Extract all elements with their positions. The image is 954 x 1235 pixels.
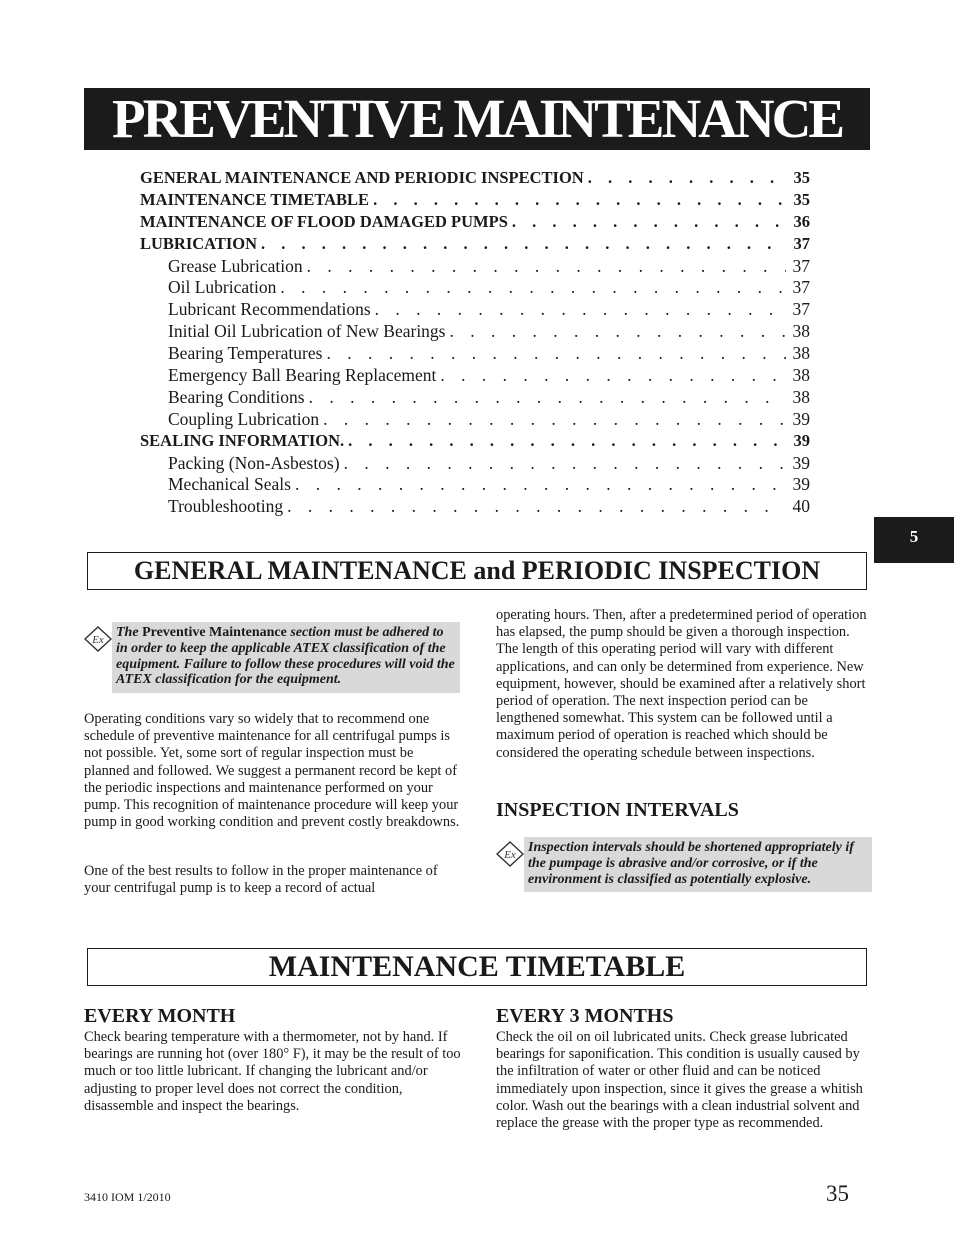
toc-entry (140, 453, 810, 475)
toc-entry-page: 35 (793, 168, 810, 187)
toc-entry-page: 37 (793, 233, 810, 253)
toc-entry-title: Initial Oil Lubrication of New Bearings (168, 321, 446, 342)
table-of-contents (140, 168, 810, 518)
toc-entry-page: 36 (793, 211, 810, 231)
inspection-intervals-notice (496, 837, 872, 892)
toc-entry (140, 431, 810, 453)
toc-leader-dots (283, 496, 786, 517)
toc-entry-title: Bearing Temperatures (168, 343, 323, 364)
atex-notice-emphasis: Preventive Maintenance (142, 625, 287, 640)
atex-notice-rest: section must be adhered to in order to keep the applicable ATEX classification of the equipment. Failure to follow these procedures will void the ATEX classification for the equipment. (116, 625, 455, 688)
toc-entry-page: 37 (792, 255, 810, 276)
toc-entry (140, 212, 810, 234)
every-3-months-text: Check the oil on oil lubricated units. Check grease lubricated bearings for saponification. This condition is usually caused by the infiltration of water or other fluid and can be noticed immediately upon inspection, since it gives the grease a whitish color. Wash out the bearings with a clean industrial solvent and replace the grease with the proper type as recommended. (496, 1029, 863, 1132)
toc-leader-dots (584, 168, 786, 188)
toc-entry-page: 39 (793, 430, 810, 450)
toc-leader-dots (291, 474, 786, 495)
toc-entry (140, 474, 810, 496)
toc-entry-title: Mechanical Seals (168, 474, 291, 495)
toc-entry-page: 39 (792, 452, 810, 473)
operating-hours-paragraph: operating hours. Then, after a predetermined period of operation has elapsed, the pump should be given a thorough inspection. The length of this operating period will vary with different applications, and can only be determined from experience. New equipment, however, should be examined after a relatively short period of operation. The next inspection period can be lengthened somewhat. This system can be followed until a maximum period of operation is reached which should be considered the operating schedule between inspections. (496, 607, 867, 761)
toc-entry (140, 321, 810, 343)
atex-notice-text (112, 622, 460, 693)
toc-entry-title: GENERAL MAINTENANCE AND PERIODIC INSPECTION (140, 168, 584, 187)
toc-entry-page: 38 (792, 321, 810, 342)
toc-leader-dots (436, 365, 786, 386)
inspection-intervals-notice-text: Inspection intervals should be shortened appropriately if the pumpage is abrasive and/or corrosive, or if the environment is classified as potentially explosive. (524, 837, 872, 892)
toc-entry (140, 168, 810, 190)
toc-entry-title: Coupling Lubrication (168, 408, 320, 429)
toc-entry-title: Grease Lubrication (168, 255, 303, 276)
svg-text:Ex: Ex (92, 634, 104, 646)
toc-entry-page: 38 (792, 365, 810, 386)
toc-entry-title: LUBRICATION (140, 233, 258, 253)
inspection-intervals-heading: INSPECTION INTERVALS (496, 799, 739, 821)
toc-leader-dots (340, 453, 786, 474)
svg-text:Ex: Ex (504, 849, 516, 861)
toc-entry (140, 256, 810, 278)
toc-leader-dots (369, 190, 786, 210)
toc-leader-dots (319, 409, 786, 430)
toc-entry-title: Bearing Conditions (168, 386, 305, 407)
atex-notice (84, 622, 460, 693)
toc-entry (140, 409, 810, 431)
toc-entry-title: SEALING INFORMATION. (140, 430, 345, 450)
toc-entry (140, 299, 810, 321)
toc-entry (140, 387, 810, 409)
toc-entry-page: 37 (792, 277, 810, 298)
atex-notice-lead: The (116, 625, 143, 640)
toc-entry-page: 37 (792, 299, 810, 320)
document-id: 3410 IOM 1/2010 (84, 1190, 171, 1204)
toc-entry (140, 343, 810, 365)
page-banner-title: PREVENTIVE MAINTENANCE (84, 88, 870, 150)
toc-entry-title: Lubricant Recommendations (168, 299, 371, 320)
chapter-tab: 5 (874, 517, 954, 563)
toc-leader-dots (305, 387, 786, 408)
toc-leader-dots (322, 343, 786, 364)
toc-entry (140, 277, 810, 299)
page-number: 35 (826, 1181, 849, 1206)
operating-conditions-paragraph: Operating conditions vary so widely that to recommend one schedule of preventive maintenance for all centrifugal pumps is not possible. Yet, some sort of regular inspection must be planned and followed. We suggest a permanent record be kept of the periodic inspections and maintenance performed on your pump. This recognition of maintenance procedure will keep your pump in good working condition and prevent costly breakdowns. (84, 711, 460, 831)
toc-entry-page: 39 (792, 474, 810, 495)
toc-entry (140, 496, 810, 518)
toc-entry-title: Oil Lubrication (168, 277, 277, 298)
atex-ex-icon (496, 841, 524, 867)
toc-entry-title: Troubleshooting (168, 496, 284, 517)
toc-entry-title: MAINTENANCE OF FLOOD DAMAGED PUMPS (140, 211, 508, 231)
toc-leader-dots (303, 256, 786, 277)
toc-entry-title: Emergency Ball Bearing Replacement (168, 365, 437, 386)
general-maintenance-heading: GENERAL MAINTENANCE and PERIODIC INSPECTION (87, 552, 867, 590)
toc-entry-page: 40 (792, 496, 810, 517)
toc-leader-dots (371, 299, 786, 320)
toc-entry (140, 234, 810, 256)
every-month-text: Check bearing temperature with a thermometer, not by hand. If bearings are running hot (over 180° F), it may be the result of too much or too little lubricant. If changing the lubricant and/or adjusting to proper level does not correct the condition, disassemble and inspect the bearings. (84, 1029, 461, 1114)
toc-entry (140, 190, 810, 212)
toc-entry-page: 39 (792, 408, 810, 429)
atex-ex-icon (84, 626, 112, 652)
toc-leader-dots (344, 431, 786, 451)
every-month-heading: EVERY MONTH (84, 1005, 236, 1027)
toc-leader-dots (508, 212, 786, 232)
maintenance-timetable-heading: MAINTENANCE TIMETABLE (87, 948, 867, 986)
toc-entry-page: 38 (792, 386, 810, 407)
toc-leader-dots (446, 321, 787, 342)
toc-entry-title: MAINTENANCE TIMETABLE (140, 189, 370, 209)
toc-leader-dots (257, 234, 786, 254)
toc-entry-page: 38 (792, 343, 810, 364)
record-keeping-paragraph: One of the best results to follow in the proper maintenance of your centrifugal pump is to keep a record of actual (84, 863, 438, 897)
toc-entry-page: 35 (793, 189, 810, 209)
toc-entry-title: Packing (Non-Asbestos) (168, 452, 340, 473)
every-3-months-heading: EVERY 3 MONTHS (496, 1005, 674, 1027)
toc-leader-dots (276, 277, 786, 298)
toc-entry (140, 365, 810, 387)
